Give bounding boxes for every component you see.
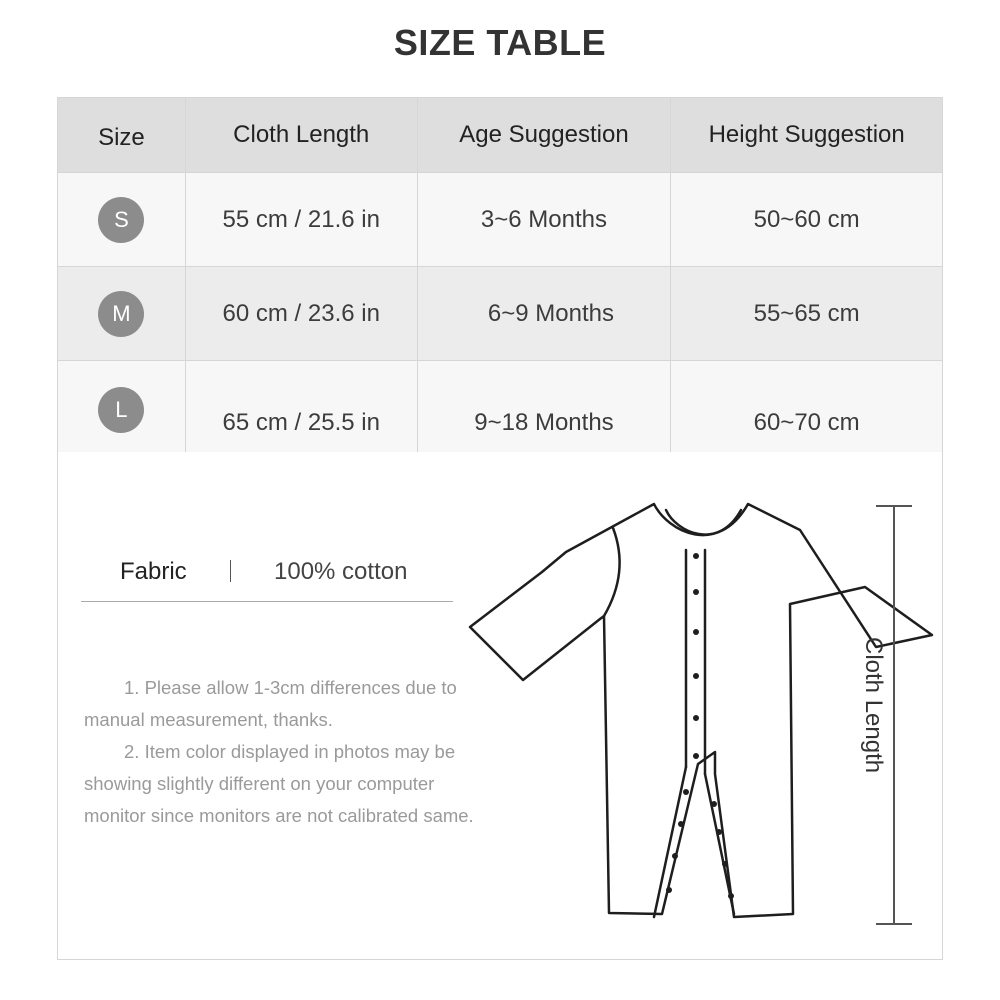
table-row xyxy=(58,360,942,454)
header-cloth-length: Cloth Length xyxy=(185,98,417,172)
table-row xyxy=(58,172,942,266)
size-badge: M xyxy=(98,291,144,337)
size-table xyxy=(57,97,943,455)
header-size: Size xyxy=(98,124,145,151)
size-badge: S xyxy=(98,197,144,243)
fabric-divider xyxy=(230,560,231,582)
size-badge: L xyxy=(98,387,144,433)
age-cell: 6~9 Months xyxy=(417,267,671,360)
height-cell: 60~70 cm xyxy=(670,361,942,454)
header-age-suggestion: Age Suggestion xyxy=(417,98,671,172)
note-2: 2. Item color displayed in photos may be showing slightly different on your computer monitor since monitors are not calibrated same. xyxy=(84,741,474,826)
cloth-length-cell: 60 cm / 23.6 in xyxy=(185,267,417,360)
fabric-label: Fabric xyxy=(120,558,187,585)
age-cell: 9~18 Months xyxy=(417,361,671,454)
height-cell: 55~65 cm xyxy=(670,267,942,360)
header-height-suggestion: Height Suggestion xyxy=(670,98,942,172)
cloth-length-cell: 55 cm / 21.6 in xyxy=(185,173,417,266)
table-header-row xyxy=(58,98,942,172)
cloth-length-measure-label: Cloth Length xyxy=(860,637,887,774)
note-1: 1. Please allow 1-3cm differences due to manual measurement, thanks. xyxy=(84,677,457,730)
details-panel xyxy=(57,452,943,960)
page-title: SIZE TABLE xyxy=(393,22,607,63)
table-row xyxy=(58,266,942,360)
cloth-length-cell: 65 cm / 25.5 in xyxy=(185,361,417,454)
notes xyxy=(84,672,474,832)
height-cell: 50~60 cm xyxy=(670,173,942,266)
fabric-underline xyxy=(81,601,453,602)
fabric-value: 100% cotton xyxy=(274,558,408,585)
age-cell: 3~6 Months xyxy=(417,173,671,266)
